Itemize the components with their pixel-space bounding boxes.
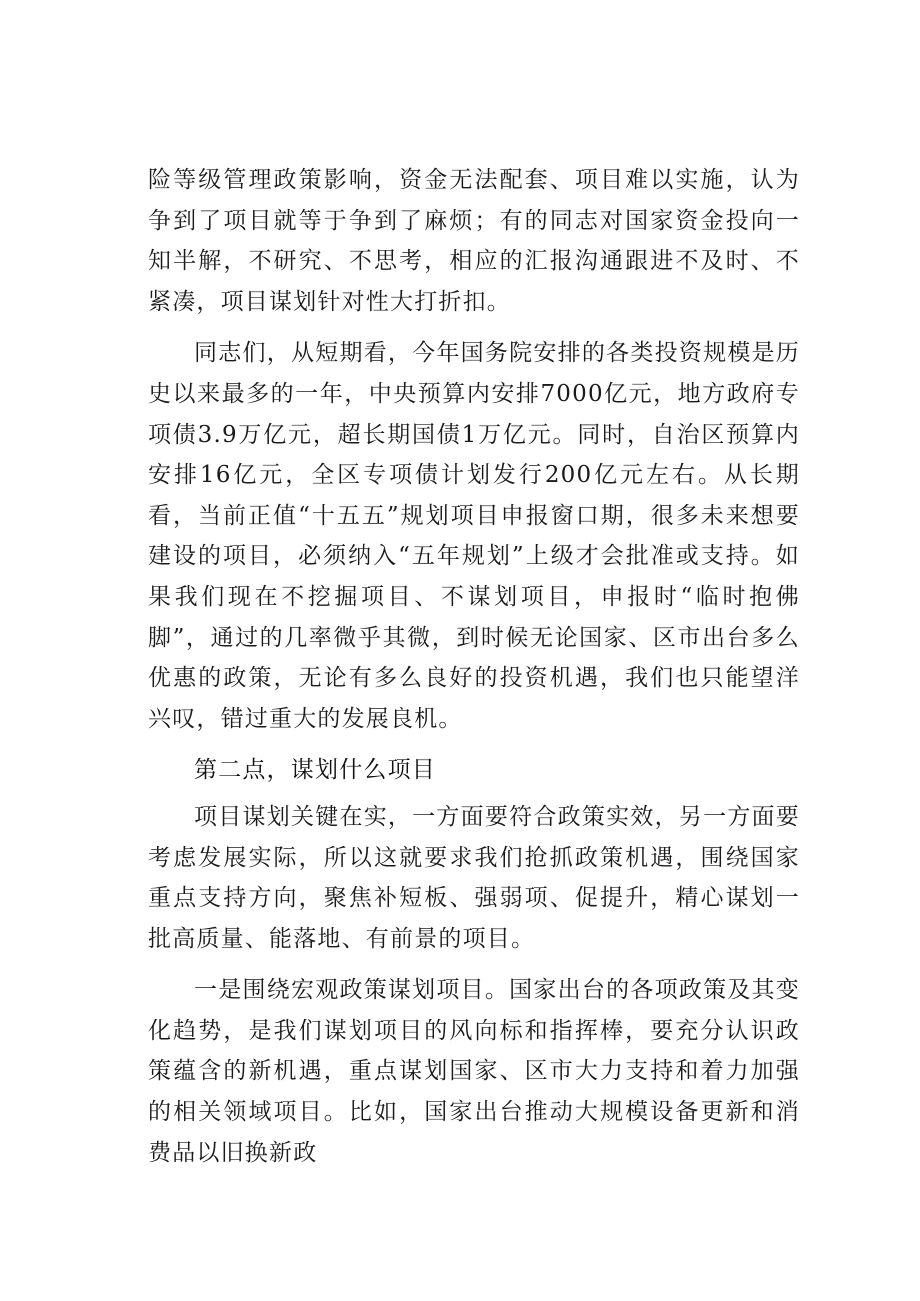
paragraph-continued: 险等级管理政策影响，资金无法配套、项目难以实施，认为争到了项目就等于争到了麻烦；有的同志对国家资金投向一知半解，不研究、不思考，相应的汇报沟通跟进不及时、不紧凑，项目谋划针对性大打折扣。	[148, 167, 800, 315]
paragraph-macro-policy: 一是围绕宏观政策谋划项目。国家出台的各项政策及其变化趋势，是我们谋划项目的风向标和指挥棒，要充分认识政策蕴含的新机遇，重点谋划国家、区市大力支持和着力加强的相关领域项目。比如，国家出台推动大规模设备更新和消费品以旧换新政	[148, 977, 800, 1166]
paragraph-project-planning: 项目谋划关键在实，一方面要符合政策实效，另一方面要考虑发展实际，所以这就要求我们抢抓政策机遇，围绕国家重点支持方向，聚焦补短板、强弱项、促提升，精心谋划一批高质量、能落地、有前景的项目。	[148, 803, 800, 952]
document-body	[148, 160, 800, 1184]
paragraph-investment-scale: 同志们，从短期看，今年国务院安排的各类投资规模是历史以来最多的一年，中央预算内安排7000亿元，地方政府专项债3.9万亿元，超长期国债1万亿元。同时，自治区预算内安排16亿元，全区专项债计划发行200亿元左右。从长期看，当前正值“十五五”规划项目申报窗口期，很多未来想要建设的项目，必须纳入“五年规划”上级才会批准或支持。如果我们现在不挖掘项目、不谋划项目，申报时“临时抱佛脚”，通过的几率微乎其微，到时候无论国家、区市出台多么优惠的政策，无论有多么良好的投资机遇，我们也只能望洋兴叹，错过重大的发展良机。	[148, 340, 800, 732]
section-heading: 第二点，谋划什么项目	[194, 757, 436, 784]
